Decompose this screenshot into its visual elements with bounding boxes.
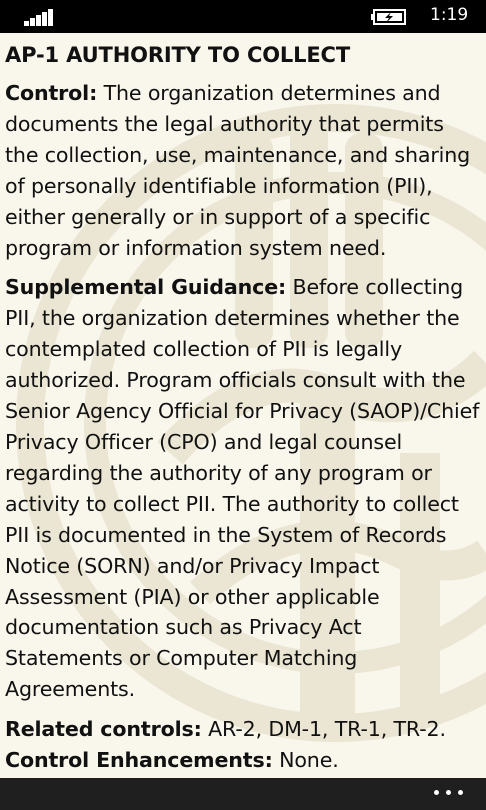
ellipsis-icon[interactable] [434,790,464,796]
control-detail [5,41,483,785]
control-enhancements-text: None. [272,748,339,773]
control-enhancements-label: Control Enhancements: [5,748,273,773]
battery-charging-icon [371,9,407,25]
supplemental-guidance-paragraph [5,272,483,705]
supplemental-guidance-text: Before collecting PII, the organization determines whether the contemplated collection of PII is legally authorized. Program officials consult with the Senior Agency Official for Privacy (SAOP)/Chief Privacy Officer (CPO) and legal counsel regarding the authority of any program or activity to collect PII. The authority to collect PII is documented in the System of Records Notice (SORN) and/or Privacy Impact Assessment (PIA) or other applicable documentation such as Privacy Act Statements or Computer Matching Agreements. [5,275,480,702]
control-paragraph [5,78,483,263]
related-controls-paragraph [5,714,483,745]
status-bar [0,0,486,33]
control-label: Control: [5,81,98,105]
related-controls-text: AR-2, DM-1, TR-1, TR-2. [201,717,446,742]
control-text: The organization determines and documents the legal authority that permits the collection, use, maintenance, and sharing of personally identifiable information (PII), either generally or in support of a specific program or information system need. [5,81,471,260]
related-controls-label: Related controls: [5,717,202,742]
control-enhancements-paragraph [5,745,483,776]
clock: 1:19 [430,5,469,25]
signal-bars-icon [24,8,54,26]
app-bar [0,778,486,810]
page-title: AP-1 AUTHORITY TO COLLECT [5,43,350,67]
supplemental-guidance-label: Supplemental Guidance: [5,275,287,300]
